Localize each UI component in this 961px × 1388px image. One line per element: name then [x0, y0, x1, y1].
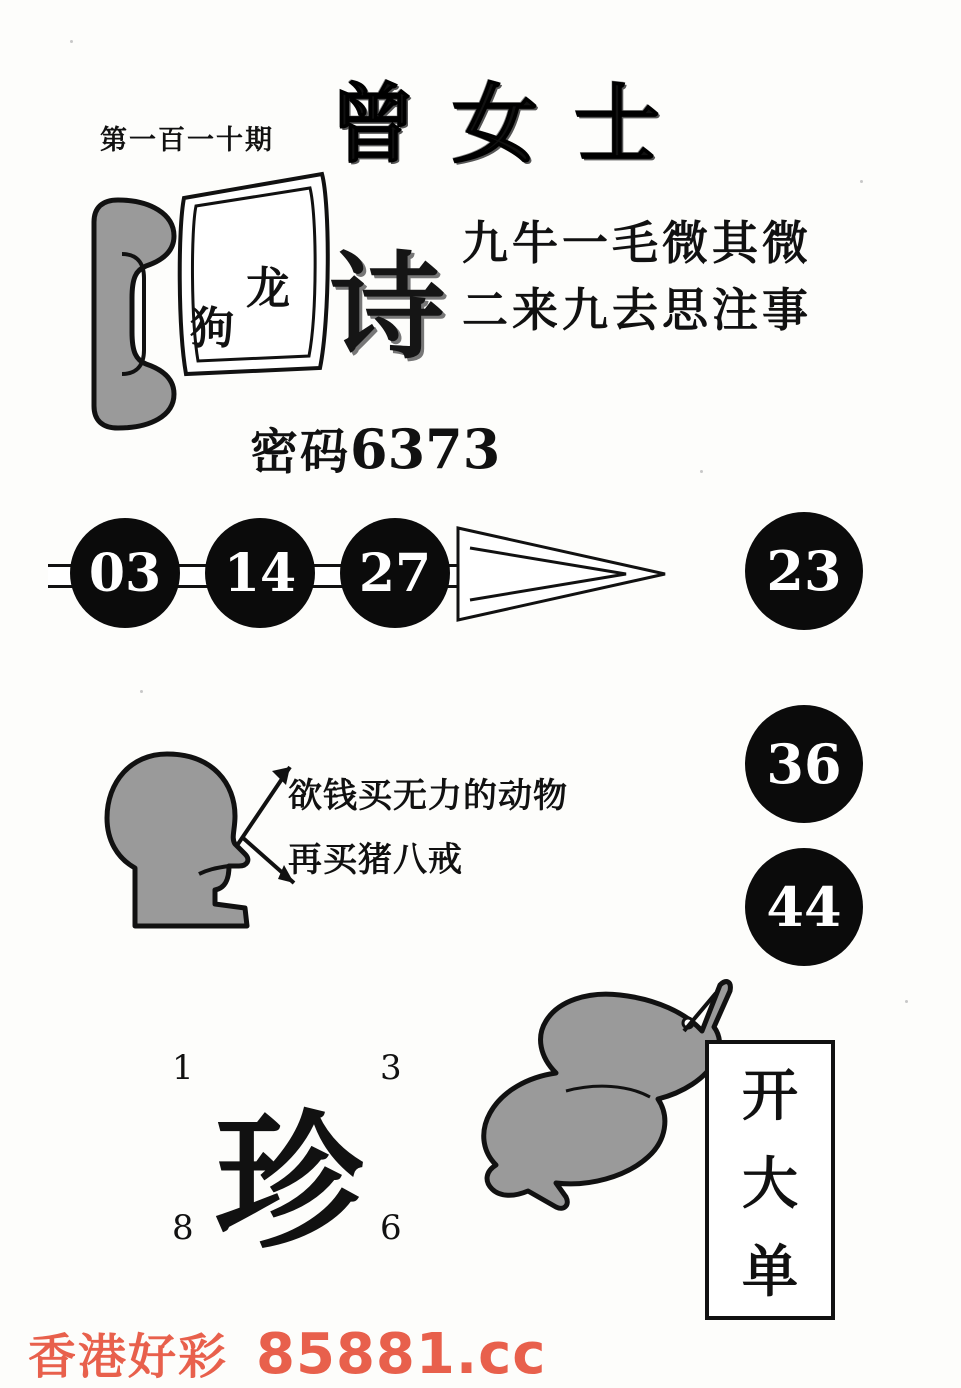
number-ball: 36	[745, 705, 863, 823]
issue-label: 第一百一十期	[100, 125, 274, 156]
poem-line-1: 九牛一毛微其微	[462, 216, 812, 270]
footer-site-name: 香港好彩	[28, 1329, 229, 1385]
plate-char-bottom: 狗	[190, 303, 234, 354]
poem-block	[462, 210, 812, 343]
vertical-text-char: 开	[742, 1063, 798, 1129]
speck	[860, 180, 863, 183]
poem-line-2: 二来九去思注事	[462, 282, 812, 337]
corner-number-top-right: 3	[380, 1048, 402, 1088]
big-character: 珍	[215, 1095, 363, 1269]
vertical-text-char: 单	[742, 1239, 798, 1305]
corner-number-bottom-right: 6	[380, 1208, 402, 1248]
speck	[700, 470, 703, 473]
number-ball: 03	[70, 518, 180, 628]
vertical-text-box	[705, 1040, 835, 1320]
speck	[140, 690, 143, 693]
password-digits: 6373	[350, 417, 501, 481]
password-label: 密码	[250, 424, 351, 480]
brand-title: 曾女士	[330, 74, 696, 175]
plate-char-top: 龙	[246, 263, 290, 314]
password-block	[250, 413, 500, 482]
corner-number-bottom-left: 8	[172, 1208, 194, 1248]
number-ball: 44	[745, 848, 863, 966]
corner-number-top-left: 1	[172, 1048, 194, 1088]
speck	[905, 1000, 908, 1003]
vertical-text-char: 大	[742, 1151, 798, 1217]
speck	[70, 40, 73, 43]
footer	[28, 1318, 547, 1387]
footer-url[interactable]: 85881.cc	[256, 1322, 547, 1387]
speech-line-2: 再买猪八戒	[288, 840, 463, 880]
speech-line-1: 欲钱买无力的动物	[288, 776, 568, 816]
number-ball: 27	[340, 518, 450, 628]
number-ball: 23	[745, 512, 863, 630]
shi-character: 诗	[330, 240, 446, 375]
number-ball: 14	[205, 518, 315, 628]
arrow-head-icon	[440, 518, 670, 630]
